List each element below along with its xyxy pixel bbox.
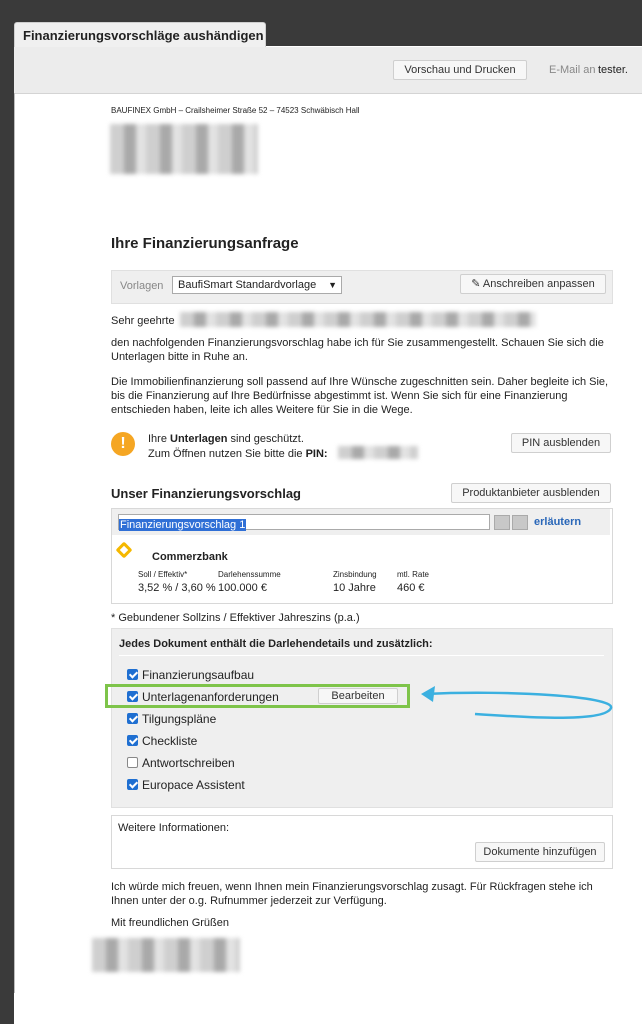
left-dark-edge <box>0 46 14 1024</box>
explain-link[interactable]: erläutern <box>534 516 582 528</box>
protected-notice: Ihre Unterlagen sind geschützt. <box>148 433 304 445</box>
proposal-name-selected-text: Finanzierungsvorschlag 1 <box>120 519 246 531</box>
highlight-box <box>105 684 410 708</box>
doc-item[interactable]: Antwortschreiben <box>127 754 235 770</box>
add-documents-button[interactable]: Dokumente hinzufügen <box>475 842 605 862</box>
dialog-title-tab: Finanzierungsvorschläge aushändigen <box>14 22 266 48</box>
rate-footnote: * Gebundener Sollzins / Effektiver Jahreszins (p.a.) <box>111 612 360 624</box>
templates-label: Vorlagen <box>120 280 164 292</box>
arrow-annotation-icon <box>415 670 615 726</box>
value-loan-amount: 100.000 € <box>218 582 267 594</box>
checkbox-checked[interactable] <box>127 735 138 746</box>
further-info-label: Weitere Informationen: <box>118 822 230 834</box>
checkbox-unchecked[interactable] <box>127 757 138 768</box>
proposal-name-input[interactable] <box>118 514 490 530</box>
email-label: E-Mail an <box>549 64 596 76</box>
recipient-address-blurred <box>110 124 258 174</box>
doc-item[interactable]: Tilgungspläne <box>127 710 216 726</box>
letter-heading: Ihre Finanzierungsanfrage <box>111 235 299 252</box>
hide-providers-button[interactable]: Produktanbieter ausblenden <box>451 483 611 503</box>
salutation: Sehr geehrte <box>111 315 175 327</box>
pin-blurred <box>338 446 418 459</box>
sender-line: BAUFINEX GmbH – Crailsheimer Straße 52 – 74523 Schwäbisch Hall <box>111 106 360 115</box>
comment-icon[interactable] <box>494 515 510 530</box>
chevron-down-icon: ▼ <box>328 280 337 290</box>
value-fixed-rate: 10 Jahre <box>333 582 376 594</box>
doc-item[interactable]: Checkliste <box>127 732 197 748</box>
hide-pin-button[interactable]: PIN ausblenden <box>511 433 611 453</box>
customize-letter-label: Anschreiben anpassen <box>482 278 595 290</box>
column-fixed-rate-label: Zinsbindung <box>333 570 377 579</box>
signature-blurred <box>92 938 240 972</box>
column-rate-label: Soll / Effektiv* <box>138 570 188 579</box>
preview-print-button[interactable]: Vorschau und Drucken <box>393 60 527 80</box>
value-monthly-rate: 460 € <box>397 582 425 594</box>
column-loan-amount-label: Darlehenssumme <box>218 570 281 579</box>
closing-paragraph: Ich würde mich freuen, wenn Ihnen mein Finanzierungsvorschlag zusagt. Für Rückfragen stehe ich Ihnen unter der o.g. Rufnummer jederzeit zur Verfügung. <box>111 881 593 907</box>
proposal-heading: Unser Finanzierungsvorschlag <box>111 486 301 501</box>
content-left-border <box>14 93 15 993</box>
doc-item[interactable]: Unterlagenanforderungen <box>127 688 279 704</box>
email-value[interactable]: tester. <box>598 64 628 76</box>
checkbox-checked[interactable] <box>127 713 138 724</box>
doc-item[interactable]: Europace Assistent <box>127 776 245 792</box>
intro-paragraph: den nachfolgenden Finanzierungsvorschlag habe ich für Sie zusammengestellt. Schauen Sie sich die Unterlagen bitte in Ruhe an. <box>111 337 604 363</box>
checkbox-checked[interactable] <box>127 669 138 680</box>
financing-paragraph: Die Immobilienfinanzierung soll passend auf Ihre Wünsche zugeschnitten sein. Daher begleite ich Sie, bis die Finanzierung auf Ihre Bedürfnisse abgestimmt ist. Wenn Sie sich für eine Finanzierung entschieden haben, leite ich alles Weitere für Sie in die Wege. <box>111 376 609 416</box>
column-monthly-rate-label: mtl. Rate <box>397 570 430 579</box>
edit-button[interactable]: Bearbeiten <box>318 688 398 704</box>
value-rate: 3,52 % / 3,60 % <box>138 582 216 594</box>
warning-icon: ! <box>111 432 135 456</box>
toolbar <box>14 47 642 94</box>
pin-notice: Zum Öffnen nutzen Sie bitte die PIN: <box>148 448 328 460</box>
greeting: Mit freundlichen Grüßen <box>111 917 229 929</box>
pencil-icon: ✎ <box>471 278 483 290</box>
recipient-name-blurred <box>180 312 536 327</box>
doc-item[interactable]: Finanzierungsaufbau <box>127 666 254 682</box>
template-select-value: BaufiSmart Standardvorlage <box>178 279 317 291</box>
documents-heading: Jedes Dokument enthält die Darlehendetails und zusätzlich: <box>119 638 433 650</box>
template-select[interactable] <box>172 276 342 294</box>
customize-letter-button[interactable] <box>460 274 606 294</box>
documents-divider <box>119 655 604 656</box>
bank-name: Commerzbank <box>152 551 228 563</box>
person-icon[interactable] <box>512 515 528 530</box>
checkbox-checked[interactable] <box>127 779 138 790</box>
